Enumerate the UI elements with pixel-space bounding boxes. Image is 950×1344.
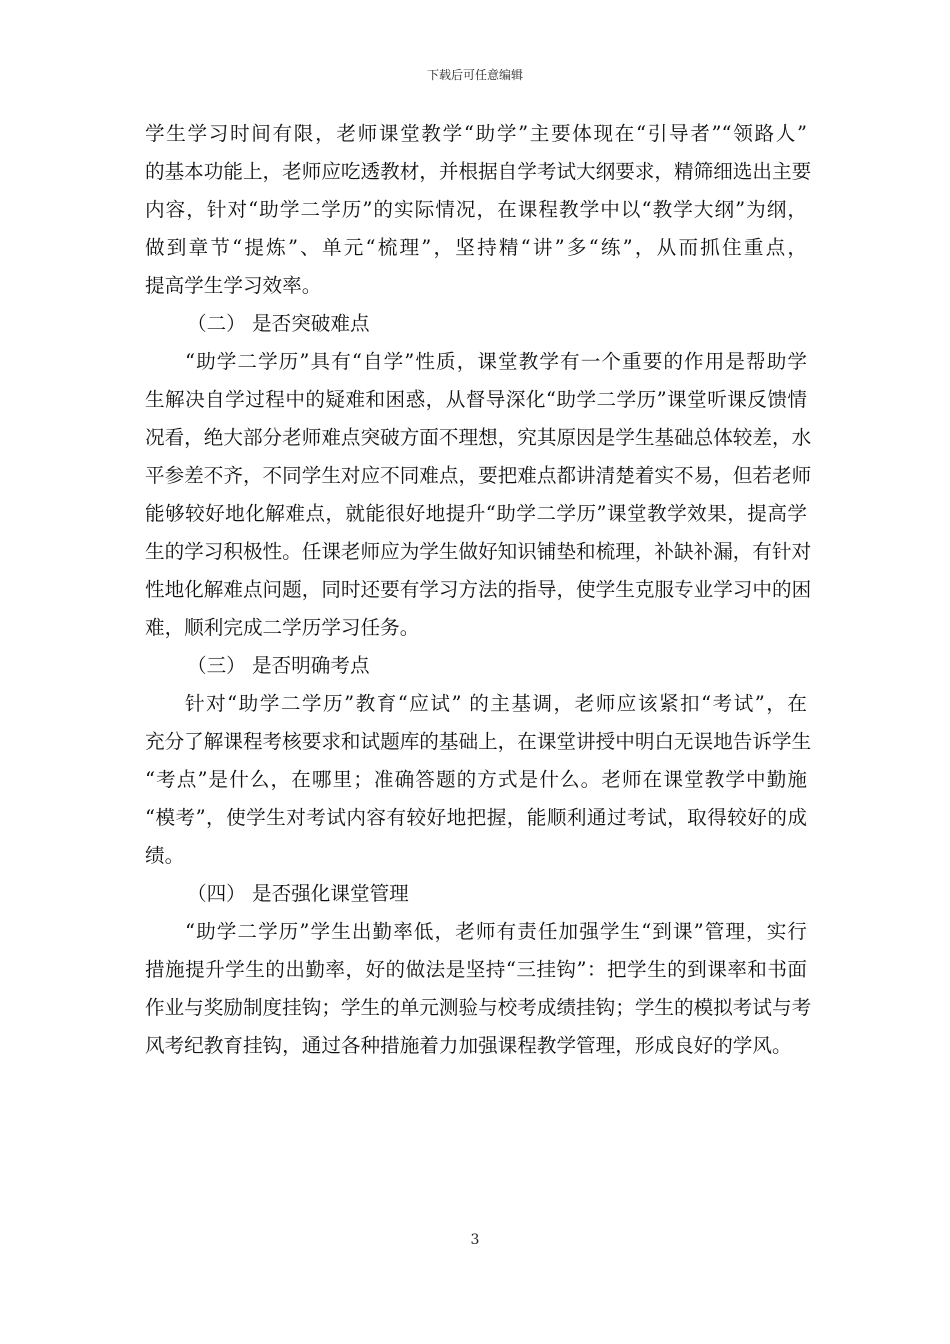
body-line: 内容，针对“助学二学历”的实际情况，在课程教学中以“教学大纲”为纲，	[145, 198, 807, 221]
body-line: 绩。	[145, 844, 185, 867]
page-header: 下载后可任意编辑	[426, 68, 523, 82]
body-line: 作业与奖励制度挂钩；学生的单元测验与校考成绩挂钩；学生的模拟考试与考	[145, 996, 812, 1019]
body-line: 况看，绝大部分老师难点突破方面不理想，究其原因是学生基础总体较差，水	[145, 426, 812, 449]
body-line: 措施提升学生的出勤率，好的做法是坚持“三挂钩”：把学生的到课率和书面	[145, 958, 807, 981]
body-line: 针对“助学二学历”教育“应试” 的主基调，老师应该紧扣“考试”，在	[185, 692, 807, 715]
body-line: 难，顺利完成二学历学习任务。	[145, 616, 420, 639]
body-line: 平参差不齐，不同学生对应不同难点，要把难点都讲清楚着实不易，但若老师	[145, 464, 812, 487]
body-line: “模考”，使学生对考试内容有较好地把握，能顺利通过考试，取得较好的成	[145, 806, 807, 829]
body-line: 的基本功能上，老师应吃透教材，并根据自学考试大纲要求，精筛细选出主要	[145, 160, 812, 183]
section-heading-4: （四） 是否强化课堂管理	[187, 882, 409, 905]
body-line: 风考纪教育挂钩，通过各种措施着力加强课程教学管理，形成良好的学风。	[145, 1034, 792, 1057]
body-line: 做到章节“提炼”、单元“梳理”，坚持精“讲”多“练”，从而抓住重点，	[145, 236, 807, 259]
body-line: 生的学习积极性。任课老师应为学生做好知识铺垫和梳理，补缺补漏，有针对	[145, 540, 812, 563]
body-line: 性地化解难点问题，同时还要有学习方法的指导，使学生克服专业学习中的困	[145, 578, 812, 601]
body-line: 学生学习时间有限，老师课堂教学“助学”主要体现在“引导者”“领路人”	[145, 122, 807, 145]
body-line: “助学二学历”具有“自学”性质，课堂教学有一个重要的作用是帮助学	[185, 350, 807, 373]
section-heading-2: （二） 是否突破难点	[187, 312, 370, 335]
body-line: “考点”是什么，在哪里；准确答题的方式是什么。老师在课堂教学中勤施	[145, 768, 807, 791]
body-line: 充分了解课程考核要求和试题库的基础上，在课堂讲授中明白无误地告诉学生	[145, 730, 812, 753]
section-heading-3: （三） 是否明确考点	[187, 654, 370, 677]
body-line: 生解决自学过程中的疑难和困惑，从督导深化“助学二学历”课堂听课反馈情	[145, 388, 807, 411]
page-number: 3	[470, 1232, 480, 1248]
body-line: 提高学生学习效率。	[145, 274, 322, 297]
body-line: 能够较好地化解难点，就能很好地提升“助学二学历”课堂教学效果，提高学	[145, 502, 807, 525]
body-line: “助学二学历”学生出勤率低，老师有责任加强学生“到课”管理，实行	[185, 920, 807, 943]
